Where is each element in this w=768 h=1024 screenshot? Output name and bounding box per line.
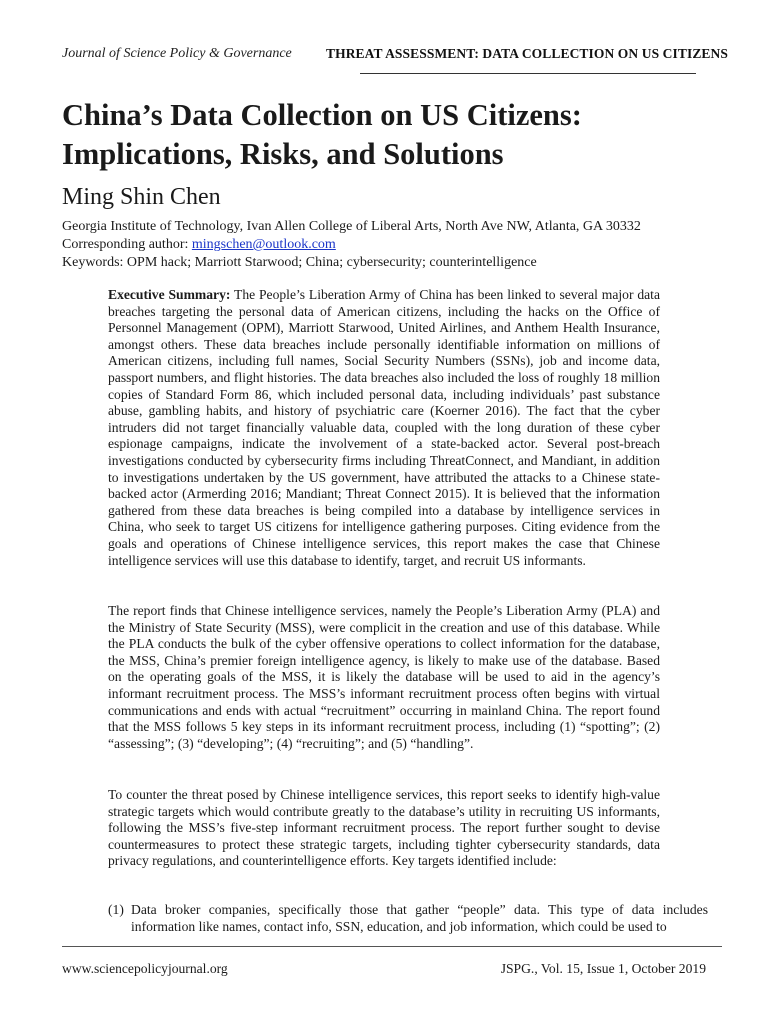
header-divider [360,73,696,74]
footer-citation: JSPG., Vol. 15, Issue 1, October 2019 [500,961,706,976]
title-line-1: China’s Data Collection on US Citizens: [62,98,582,132]
executive-summary-label: Executive Summary: [108,287,231,302]
paragraph-countermeasures: To counter the threat posed by Chinese intelligence services, this report seeks to identify high-value strategic targets which would contribute greatly to the database’s utility in recruiting US informants, following the MSS’s five-step informant recruitment process. The report further sought to devise countermeasures to protect these strategic targets, including tighter cybersecurity standards, data privacy regulations, and counterintelligence efforts. Key targets identified include: [108,787,660,869]
email-link[interactable]: mingschen@outlook.com [191,237,336,252]
list-item-number: (1) [108,902,124,917]
section-title: THREAT ASSESSMENT: DATA COLLECTION ON US CITIZENS [325,46,728,61]
footer-divider [62,946,722,947]
corresponding-label: Corresponding author: [62,237,192,252]
paper-title [62,96,722,174]
footer-website: www.sciencepolicyjournal.org [62,961,228,976]
executive-summary [108,287,660,569]
corresponding-author [62,236,742,254]
affiliation: Georgia Institute of Technology, Ivan Allen College of Liberal Arts, North Ave NW, Atlanta, GA 30332 [62,219,641,234]
author-name: Ming Shin Chen [62,184,221,210]
list-item-text: Data broker companies, specifically those that gather “people” data. This type of data includes information like names, contact info, SSN, education, and job information, which could be used to [131,902,708,934]
executive-summary-text: The People’s Liberation Army of China has been linked to several major data breaches targeting the personal data of American citizens, including the hacks on the Office of Personnel Management (OPM), Marriott Starwood, United Airlines, and Anthem Health Insurance, amongst others. These data breaches include personally identifiable information on millions of American citizens, including full names, Social Security Numbers (SSNs), job and income data, passport numbers, and flight histories. The data breaches also included the loss of roughly 18 million copies of Standard Form 86, which included personal data, including individuals’ past substance abuse, gambling habits, and history of psychiatric care (Koerner 2016). The fact that the cyber intruders did not target financially valuable data, coupled with the long duration of these cyber espionage campaigns, indicate the involvement of a state-backed actor. Several post-breach investigations conducted by cybersecurity firms including ThreatConnect, and Mandiant, in addition to investigations undertaken by the US government, have attributed the attacks to a Chinese state-backed actor (Armerding 2016; Mandiant; Threat Connect 2015). It is believed that the information gathered from these data breaches is being compiled into a database by intelligence services in China, who seek to target US citizens for intelligence gathering purposes. Citing evidence from the goals and operations of Chinese intelligence services, this report makes the case that Chinese intelligence services will use this database to identify, target, and recruit US informants. [108,287,660,568]
paragraph-findings: The report finds that Chinese intelligence services, namely the People’s Liberation Army (PLA) and the Ministry of State Security (MSS), were complicit in the creation and use of this database. While the PLA conducts the bulk of the cyber offensive operations to collect information for the database, the MSS, China’s premier foreign intelligence agency, is likely to make use of the database. Based on the operating goals of the MSS, it is likely the database will be used to aid in the agency’s informant recruitment process. The MSS’s informant recruitment process often begins with virtual communications and ends with actual “recruitment” occurring in mainland China. The report found that the MSS follows 5 key steps in its informant recruitment process, including (1) “spotting”; (2) “assessing”; (3) “developing”; (4) “recruiting”; and (5) “handling”. [108,603,660,751]
title-line-2: Implications, Risks, and Solutions [62,137,504,171]
journal-name: Journal of Science Policy & Governance [62,46,292,61]
keywords: Keywords: OPM hack; Marriott Starwood; China; cybersecurity; counterintelligence [62,255,537,270]
